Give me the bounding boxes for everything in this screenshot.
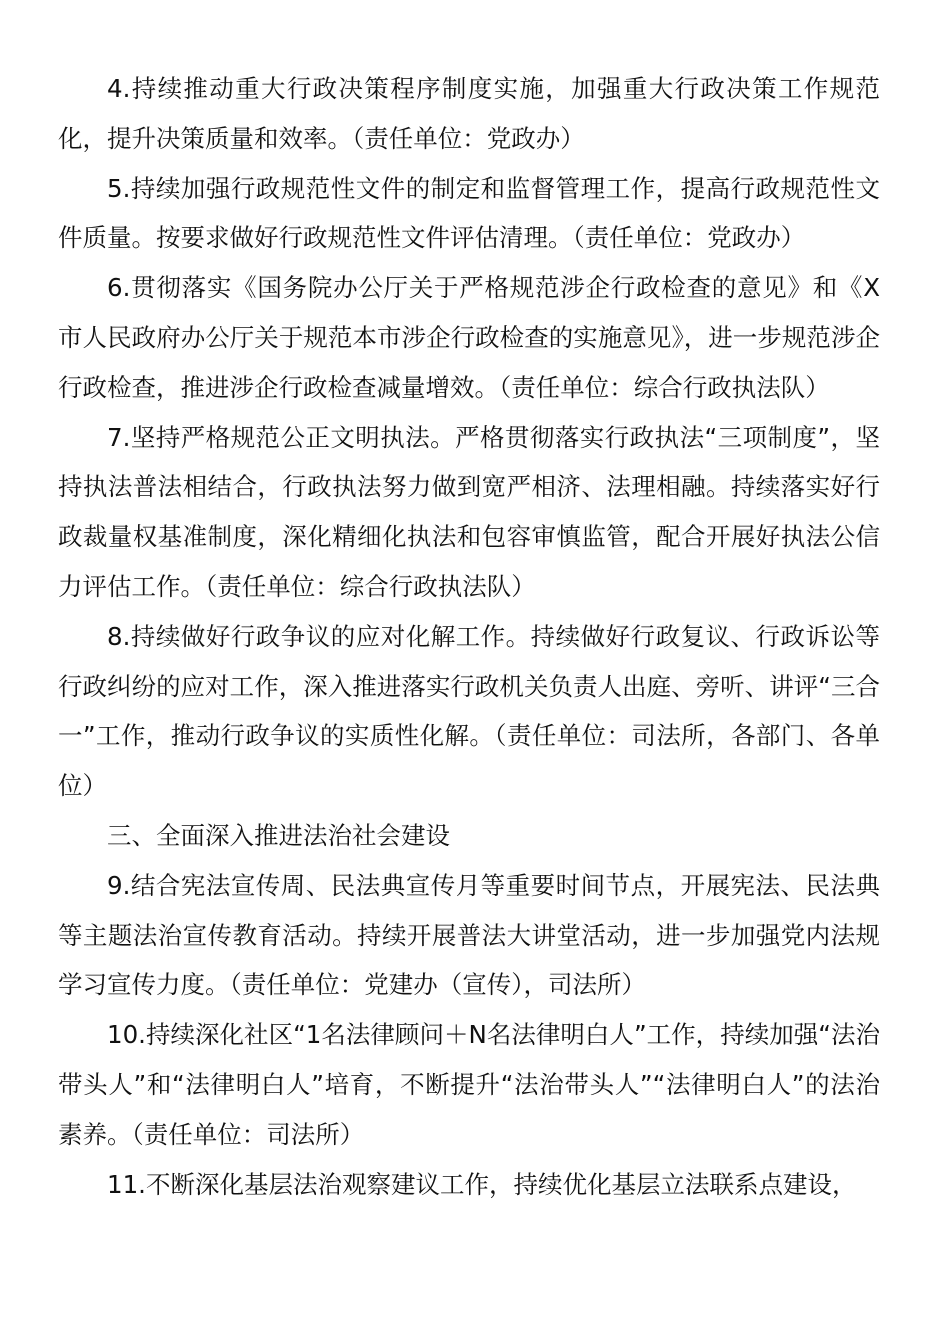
paragraph-item-6: 6.贯彻落实《国务院办公厅关于严格规范涉企行政检查的意见》和《X市人民政府办公厅关于规范本市涉企行政检查的实施意见》，进一步规范涉企行政检查，推进涉企行政检查减量增效。（责任单位：综合行政执法队） [58,273,880,402]
paragraph-item-8: 8.持续做好行政争议的应对化解工作。持续做好行政复议、行政诉讼等行政纠纷的应对工作，深入推进落实行政机关负责人出庭、旁听、讲评“三合一”工作，推动行政争议的实质性化解。（责任单位：司法所，各部门、各单位） [58,621,880,801]
section-heading: 三、全面深入推进法治社会建设 [107,820,450,850]
paragraph-item-7: 7.坚持严格规范公正文明执法。严格贯彻落实行政执法“三项制度”，坚持执法普法相结合，行政执法努力做到宽严相济、法理相融。持续落实好行政裁量权基准制度，深化精细化执法和包容审慎监管，配合开展好执法公信力评估工作。（责任单位：综合行政执法队） [58,422,880,601]
document-body [58,64,880,1209]
paragraph-item-10: 10.持续深化社区“1名法律顾问＋N名法律明白人”工作，持续加强“法治带头人”和“法律明白人”培育，不断提升“法治带头人”“法律明白人”的法治素养。（责任单位：司法所） [58,1020,880,1149]
paragraph-item-4: 4.持续推动重大行政决策程序制度实施，加强重大行政决策工作规范化，提升决策质量和效率。（责任单位：党政办） [58,74,880,153]
paragraph-item-11: 11.不断深化基层法治观察建议工作，持续优化基层立法联系点建设， [107,1169,857,1199]
paragraph-item-9: 9.结合宪法宣传周、民法典宣传月等重要时间节点，开展宪法、民法典等主题法治宣传教育活动。持续开展普法大讲堂活动，进一步加强党内法规学习宣传力度。（责任单位：党建办（宣传），司法所） [58,870,880,1000]
paragraph-item-5: 5.持续加强行政规范性文件的制定和监督管理工作，提高行政规范性文件质量。按要求做好行政规范性文件评估清理。（责任单位：党政办） [58,173,880,253]
